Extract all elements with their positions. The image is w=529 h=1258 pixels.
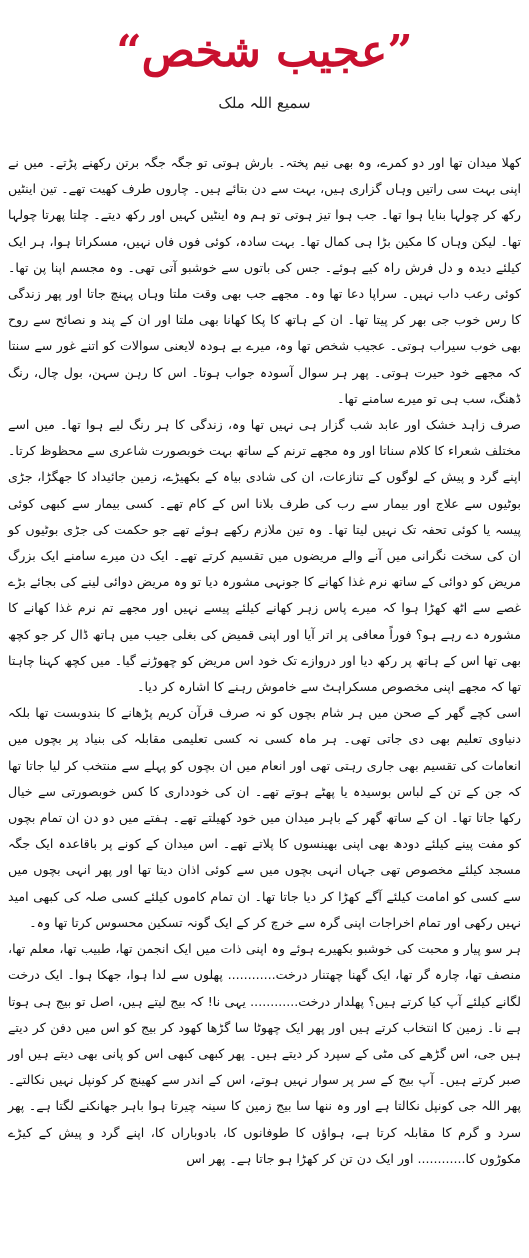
paragraph: ہر سو پیار و محبت کی خوشبو بکھیرے ہوئے وہ اپنی ذات میں ایک انجمن تھا، طبیب تھا، معلم تھا، منصف تھا، چارہ گر تھا، ایک گھنا چھتنار درخت............ پھلوں سے لدا ہوا، جھکا ہوا۔ ایک درخت لگانے کیلئے آپ کیا کرتے ہیں؟ پھلدار درخت............ یہی نا! کہ بیج لیتے ہیں، اصل تو بیج ہی ہوتا ہے نا۔ زمین کا انتخاب کرتے ہیں اور پھر ایک چھوٹا سا گڑھا کھود کر بیج کو اس میں دفن کر دیتے ہیں جی، اس گڑھے کی مٹی کے سپرد کر دیتے ہیں۔ پھر کبھی کبھی اس کو پانی بھی دیتے ہیں اور صبر کرتے ہیں۔ آپ بیج کے سر پر سوار نہیں ہوتے، اس کے اندر سے کھینچ کر کونپل نہیں نکالتے۔ پھر اللہ جی کونپل نکالتا ہے اور وہ ننھا سا بیج زمین کا سینہ چیرتا ہوا باہر جھانکنے لگتا ہے۔ پھر سرد و گرم کا مقابلہ کرتا ہے، ہواؤں کا طوفانوں کا، بادوباراں کا، اپنے گرد و پیش کے کیڑے مکوڑوں کا............ اور ایک دن تن کر کھڑا ہو جاتا ہے۔ پھر اس bbox=[8, 941, 521, 1166]
author-name: سمیع اللہ ملک bbox=[218, 94, 311, 112]
article-body bbox=[8, 150, 521, 1172]
article-title: ”عجیب شخص“ bbox=[116, 26, 413, 77]
paragraph: صرف زاہد خشک اور عابد شب گزار ہی نہیں تھا وہ، زندگی کا ہر رنگ لیے ہوا تھا۔ میں اسے مختلف شعراء کا کلام سناتا اور وہ مجھے ترنم کے ساتھ بہت خوبصورت شاعری سے محظوظ کرتا۔ اپنے گرد و پیش کے لوگوں کے تنازعات، ان کی شادی بیاہ کے بکھیڑے، زمین جائیداد کا جھگڑا، جڑی بوٹیوں سے علاج اور بیمار سے رب کی طرف بلانا اس کے کام تھے۔ کسی بیمار سے کبھی کوئی پیسہ یا کوئی تحفہ تک نہیں لیتا تھا۔ وہ تین ملازم رکھے ہوئے تھے جو حکمت کی جڑی بوٹیوں کو ان کی سخت نگرانی میں آنے والے مریضوں میں تقسیم کرتے تھے۔ ایک دن میرے سامنے ایک بزرگ مریض کو دوائی کے ساتھ نرم غذا کھانے کا جونہی مشورہ دیا تو وہ مریض دوائی لینے کی بجائے بڑے غصے سے اٹھ کھڑا ہوا کہ میرے پاس زہر کھانے کیلئے پیسے نہیں اور مجھے تم نرم غذا کھانے کا مشورہ دے رہے ہو؟ فوراً معافی پر اتر آیا اور اپنی قمیض کی بغلی جیب میں ہاتھ ڈال کر جو کچھ بھی تھا اس کے ہاتھ پر رکھ دیا اور دروازے تک خود اس مریض کو چھوڑنے گیا۔ میں کچھ کہنا چاہتا تھا کہ مجھے اپنی مخصوص مسکراہٹ سے خاموش رہنے کا اشارہ کر دیا۔ bbox=[8, 417, 521, 695]
paragraph: کھلا میدان تھا اور دو کمرے، وہ بھی نیم پختہ۔ بارش ہوتی تو جگہ جگہ برتن رکھنے پڑتے۔ میں نے اپنی بہت سی راتیں وہاں گزاری ہیں، بہت سے دن بتائے ہیں۔ چاروں طرف کھیت تھے۔ تین اینٹیں رکھ کر چولہا بنایا ہوا تھا۔ جب ہوا تیز ہوتی تو ہم وہ اینٹیں کہیں اور رکھ دیتے۔ چلتا پھرتا چولہا تھا۔ لیکن وہاں کا مکین بڑا ہی کمال تھا۔ بہت سادہ، کوئی فوں فاں نہیں، مسکراتا ہوا، ہر ایک کیلئے دیدہ و دل فرش راہ کیے ہوئے۔ جس کی باتوں سے خوشبو آتی تھی۔ وہ مجسم اپنا پن تھا۔ کوئی رعب داب نہیں۔ سراپا دعا تھا وہ۔ مجھے جب بھی وقت ملتا وہاں پہنچ جاتا اور پھر زندگی کا رس خوب جی بھر کر پیتا تھا۔ ان کے ہاتھ کا پکا کھانا بھی ملتا اور ان کے پند و نصائح سے روح بھی خوب سیراب ہوتی۔ عجیب شخص تھا وہ، میرے بے ہودہ لایعنی سوالات کو اتنے غور سے سنتا کہ مجھے خود حیرت ہوتی۔ پھر ہر سوال آسودہ جواب ہوتا۔ اس کا رہن سہن، بول چال، رنگ ڈھنگ، سب ہی تو میرے سامنے تھا۔ bbox=[8, 155, 521, 406]
paragraph: اسی کچے گھر کے صحن میں ہر شام بچوں کو نہ صرف قرآن کریم پڑھانے کا بندوبست تھا بلکہ دنیاوی تعلیم بھی دی جاتی تھی۔ ہر ماہ کسی نہ کسی تعلیمی مقابلہ کی بنیاد پر بچوں میں انعامات کی تقسیم بھی جاری رہتی تھی اور انعام میں ان بچوں کو پہلے سے منتخب کر لیا جاتا تھا کہ جن کے تن کے لباس بوسیدہ یا پھٹے ہوتے تھے۔ ان کی خودداری کا کس خوبصورتی سے خیال رکھا جاتا تھا۔ ان کے ساتھ گھر کے باہر میدان میں خود کھیلتے تھے۔ ہفتے میں دو دن ان تمام بچوں کو مفت پینے کیلئے دودھ بھی اپنی بھینسوں کا پلاتے تھے۔ اس میدان کے کونے پر باقاعدہ ایک جگہ مسجد کیلئے مخصوص تھی جہاں انہی بچوں میں سے کوئی اذان دیتا تھا اور پھر انہی بچوں میں سے کسی کو امامت کیلئے آگے کھڑا کر دیا جاتا تھا۔ ان تمام کاموں کیلئے کسی صلہ کی کبھی امید نہیں رکھی اور تمام اخراجات اپنی گرہ سے خرچ کر کے ایک گونہ تسکین محسوس کرتا تھا وہ۔ bbox=[8, 705, 521, 930]
